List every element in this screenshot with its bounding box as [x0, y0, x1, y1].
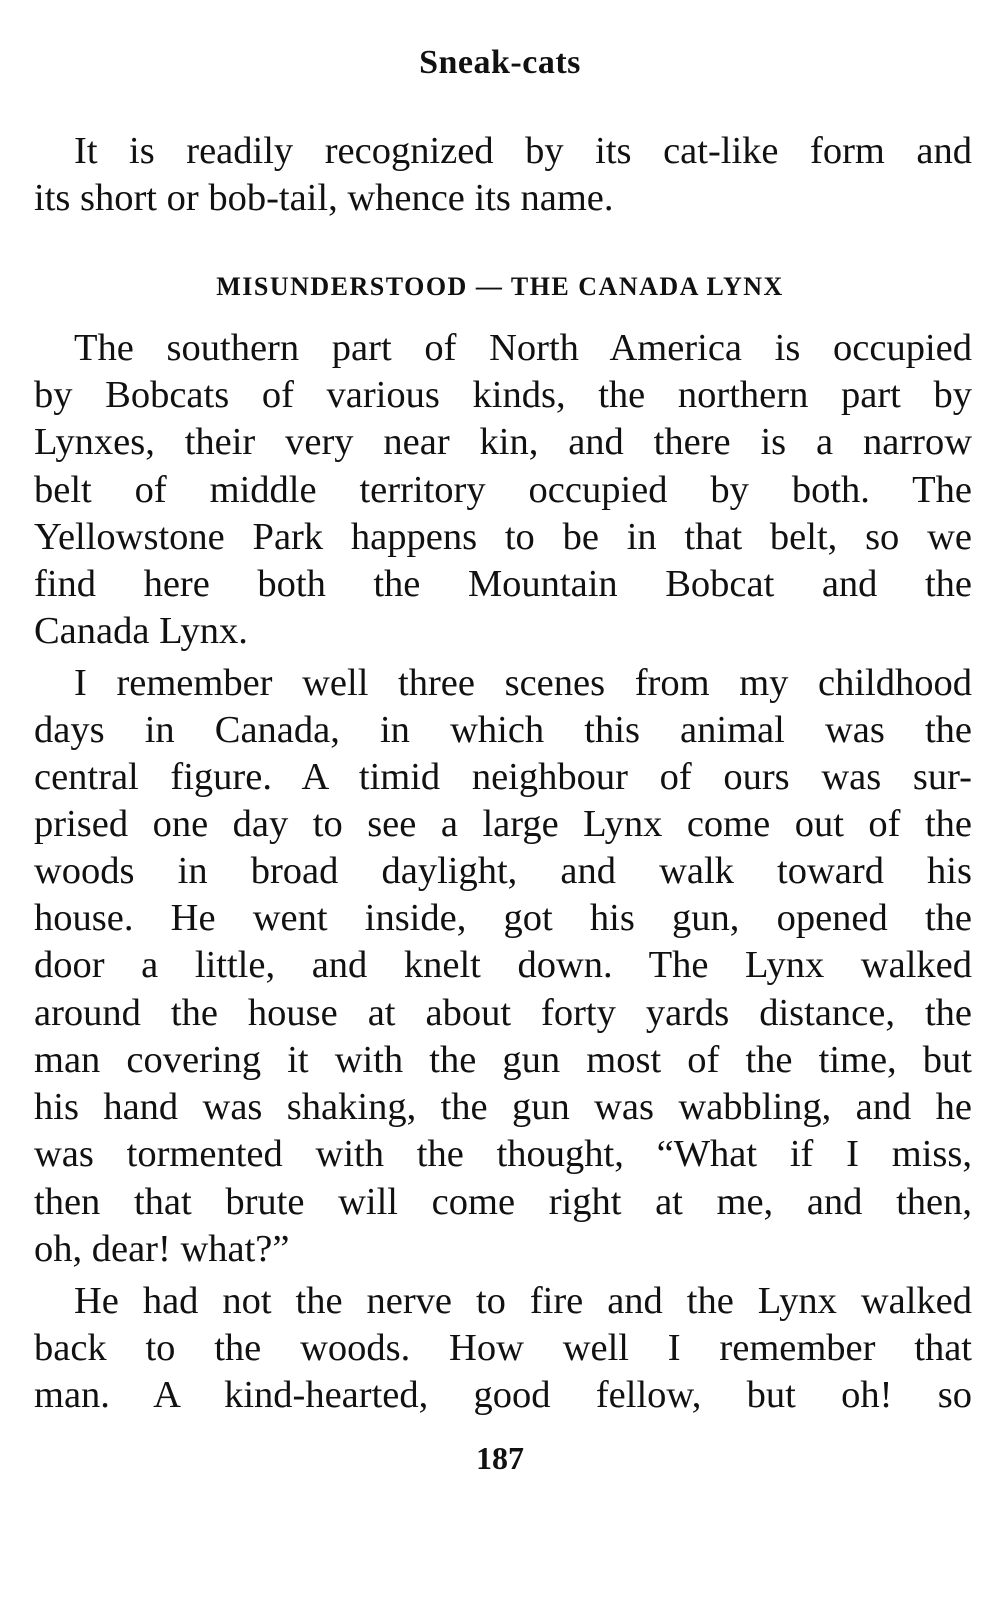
text-line: by Bobcats of various kinds, the northern part by [34, 374, 972, 416]
text-line: door a little, and knelt down. The Lynx walked [34, 944, 972, 986]
text-line: house. He went inside, got his gun, opened the [34, 897, 972, 939]
page-number: 187 [476, 1440, 524, 1476]
text-line: back to the woods. How well I remember that [34, 1327, 972, 1369]
text-line: around the house at about forty yards distance, the [34, 992, 972, 1034]
text-line: prised one day to see a large Lynx come out of the [34, 803, 972, 845]
text-line: Canada Lynx. [34, 610, 248, 652]
text-line: It is readily recognized by its cat-like form and [74, 130, 972, 172]
text-line: man covering it with the gun most of the time, but [34, 1039, 972, 1081]
text-line: central figure. A timid neighbour of ours was sur- [34, 756, 972, 798]
text-line: his hand was shaking, the gun was wabbling, and he [34, 1086, 972, 1128]
text-line: its short or bob-tail, whence its name. [34, 177, 614, 219]
running-head: Sneak-cats [419, 44, 581, 81]
text-line: man. A kind-hearted, good fellow, but oh! so [34, 1374, 972, 1416]
text-line: The southern part of North America is occupied [74, 327, 972, 369]
text-line: belt of middle territory occupied by both. The [34, 469, 972, 511]
text-line: then that brute will come right at me, and then, [34, 1181, 972, 1223]
text-line: find here both the Mountain Bobcat and the [34, 563, 972, 605]
text-line: He had not the nerve to fire and the Lynx walked [74, 1280, 972, 1322]
text-line: was tormented with the thought, “What if I miss, [34, 1133, 972, 1175]
text-line: oh, dear! what?” [34, 1228, 290, 1270]
section-heading: MISUNDERSTOOD — THE CANADA LYNX [216, 272, 784, 301]
text-line: woods in broad daylight, and walk toward his [34, 850, 972, 892]
text-line: I remember well three scenes from my childhood [74, 662, 972, 704]
text-line: days in Canada, in which this animal was the [34, 709, 972, 751]
text-line: Lynxes, their very near kin, and there is a narrow [34, 421, 972, 463]
text-line: Yellowstone Park happens to be in that belt, so we [34, 516, 972, 558]
